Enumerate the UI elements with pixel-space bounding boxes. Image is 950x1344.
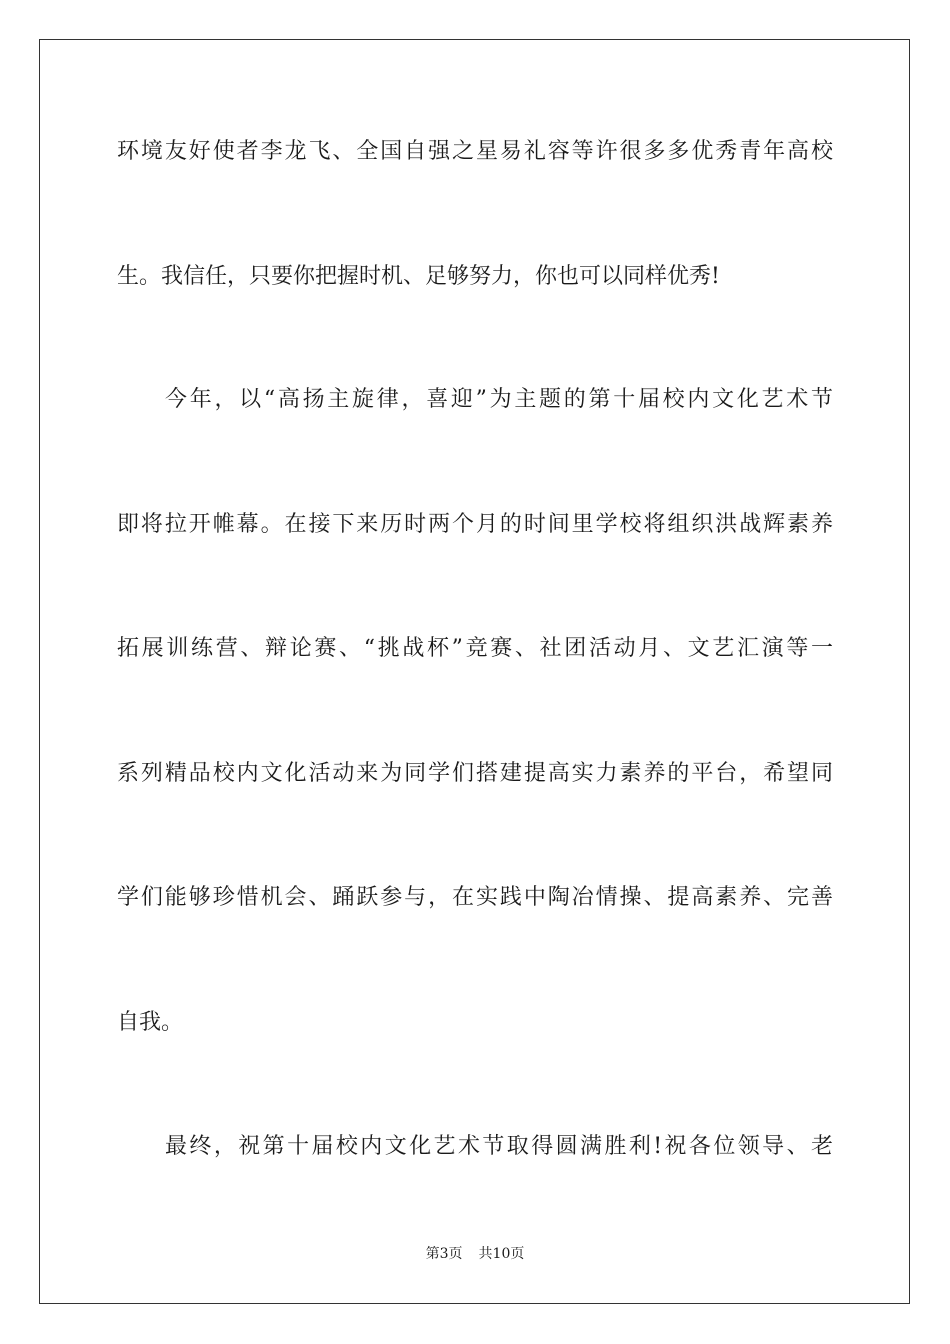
text-line-6: 系列精品校内文化活动来为同学们搭建提高实力素养的平台，希望同 — [117, 761, 833, 786]
text-line-9: 最终，祝第十届校内文化艺术节取得圆满胜利!祝各位领导、老 — [165, 1134, 833, 1159]
page-total: 共10页 — [478, 1246, 525, 1262]
page-number: 第3页 — [425, 1246, 463, 1262]
page-footer — [0, 1244, 950, 1264]
text-line-3: 今年，以“高扬主旋律，喜迎”为主题的第十届校内文化艺术节 — [165, 387, 833, 412]
text-line-8: 自我。 — [117, 1010, 184, 1035]
text-line-5: 拓展训练营、辩论赛、“挑战杯”竞赛、社团活动月、文艺汇演等一 — [117, 636, 833, 661]
text-line-7: 学们能够珍惜机会、踊跃参与，在实践中陶冶情操、提高素养、完善 — [117, 885, 833, 910]
page-border — [39, 39, 910, 1304]
text-line-2: 生。我信任，只要你把握时机、足够努力，你也可以同样优秀! — [117, 264, 720, 289]
text-line-4: 即将拉开帷幕。在接下来历时两个月的时间里学校将组织洪战辉素养 — [117, 512, 833, 537]
text-line-1: 环境友好使者李龙飞、全国自强之星易礼容等许很多多优秀青年高校 — [117, 139, 833, 164]
